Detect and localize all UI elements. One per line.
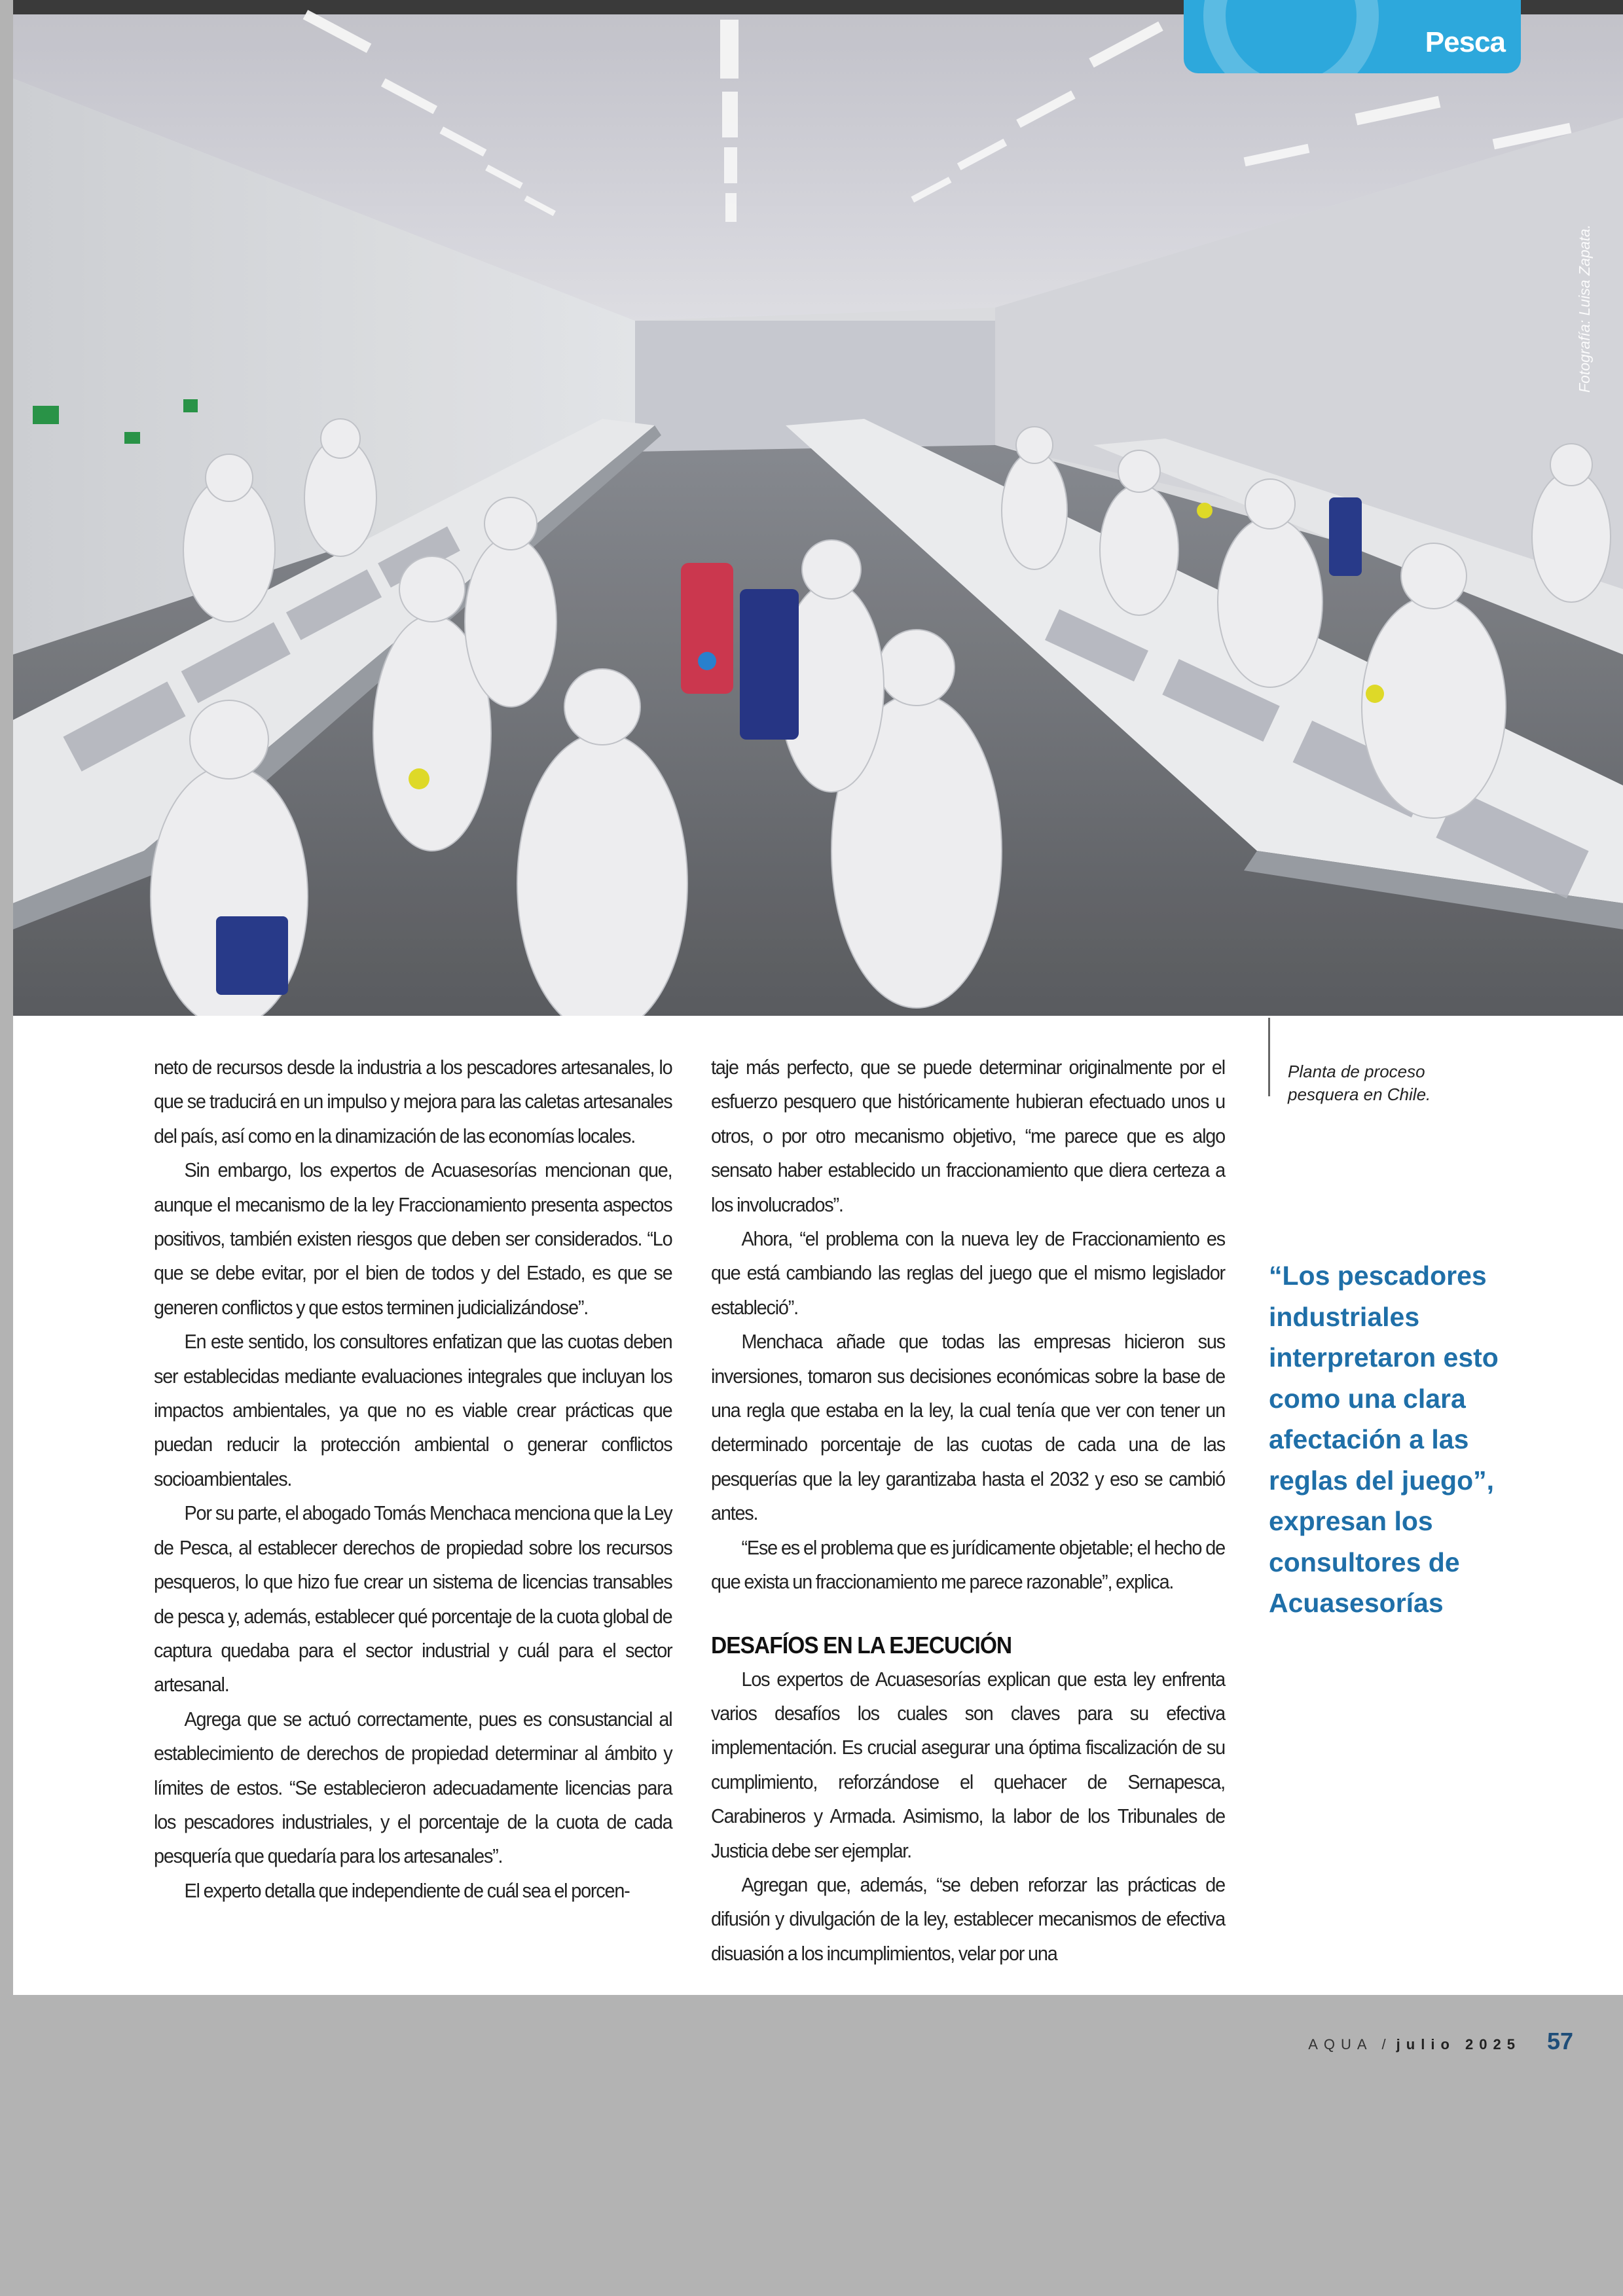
- paragraph: Por su parte, el abogado Tomás Menchaca menciona que la Ley de Pesca, al establecer derechos de propiedad sobre los recursos pesqueros, lo que hizo fue crear un sistema de licencias transables de pesca y, además, establecer qué porcentaje de la cuota global de captura quedaba para el sector industrial y cuál para el sector artesanal.: [154, 1501, 672, 1696]
- paragraph: Agrega que se actuó correctamente, pues es consustancial al establecimiento de derechos de propiedad determinar al ámbito y límites de estos. “Se establecieron adecuadamente licencias para los pescadores industriales, y el porcentaje de la cuota de cada pesquería que quedaría para los artesanales”.: [154, 1707, 672, 1868]
- magazine-page: [13, 0, 1623, 1995]
- footer-separator: /: [1381, 2036, 1386, 2053]
- fish-plant-photo-illustration: [13, 0, 1623, 1016]
- section-subheading: DESAFÍOS EN LA EJECUCIÓN: [711, 1631, 1012, 1659]
- magazine-name: AQUA: [1308, 2036, 1373, 2053]
- paragraph: taje más perfecto, que se puede determinar originalmente por el esfuerzo pesquero que históricamente hubieran efectuado unos u otros, o por otro mecanismo objetivo, “me parece que es algo sensato haber establecido un fraccionamiento que diera certeza a los involucrados”.: [711, 1056, 1225, 1216]
- paragraph: El experto detalla que independiente de cuál sea el porcen-: [184, 1878, 630, 1902]
- page-footer: [1308, 2028, 1573, 2055]
- paragraph: En este sentido, los consultores enfatizan que las cuotas deben ser establecidas mediante evaluaciones integrales que incluyan los impactos ambientales, ya que no es viable crear prácticas que puedan reducir la protección ambiental o generar conflictos socioambientales.: [154, 1330, 672, 1490]
- issue-date: julio 2025: [1396, 2036, 1521, 2053]
- paragraph: Los expertos de Acuasesorías explican que esta ley enfrenta varios desafíos los cuales son claves para su efectiva implementación. Es crucial asegurar una óptima fiscalización de su cumplimiento, reforzándose el quehacer de Sernapesca, Carabineros y Armada. Asimismo, la labor de los Tribunales de Justicia debe ser ejemplar.: [711, 1667, 1225, 1862]
- paragraph: Ahora, “el problema con la nueva ley de Fraccionamiento es que está cambiando las reglas del juego que el mismo legislador estableció”.: [711, 1227, 1225, 1319]
- paragraph: Menchaca añade que todas las empresas hicieron sus inversiones, tomaron sus decisiones económicas sobre la base de una regla que estaba en la ley, la cual tenía que ver con tener un determinado porcentaje de las cuotas de cada una de las pesquerías que la ley garantizaba hasta el 2032 y eso se cambió antes.: [711, 1330, 1225, 1525]
- header-photo: [13, 0, 1623, 1016]
- paragraph: “Ese es el problema que es jurídicamente objetable; el hecho de que exista un fraccionamiento me parece razonable”, explica.: [711, 1535, 1225, 1594]
- photo-caption: Planta de proceso pesquera en Chile.: [1288, 1062, 1431, 1104]
- magazine-logo-icon: [1203, 0, 1379, 73]
- pull-quote: “Los pescadores industriales interpretaron esto como una clara afectación a las reglas del juego”, expresan los consultores de Acuasesorías: [1269, 1261, 1499, 1618]
- paragraph: neto de recursos desde la industria a los pescadores artesanales, lo que se traducirá en un impulso y mejora para las caletas artesanales del país, así como en la dinamización de las economías locales.: [154, 1056, 672, 1147]
- section-tab: [1184, 0, 1521, 73]
- article-column-right: [711, 1050, 1225, 1971]
- paragraph: Sin embargo, los expertos de Acuasesorías mencionan que, aunque el mecanismo de la ley Fraccionamiento presenta aspectos positivos, también existen riesgos que deben ser considerados. “Lo que se debe evitar, por el bien de todos y del Estado, es que se generen conflictos y que estos terminen judicializándose”.: [154, 1158, 672, 1319]
- photo-credit: Fotografía: Luisa Zapata.: [1576, 224, 1593, 393]
- caption-divider: [1268, 1018, 1270, 1096]
- section-label: Pesca: [1425, 26, 1505, 58]
- page-number: 57: [1546, 2028, 1573, 2054]
- article-column-left: [154, 1050, 672, 1908]
- paragraph: Agregan que, además, “se deben reforzar las prácticas de difusión y divulgación de la ley, establecer mecanismos de efectiva disuasión a los incumplimientos, velar por una: [711, 1873, 1225, 1965]
